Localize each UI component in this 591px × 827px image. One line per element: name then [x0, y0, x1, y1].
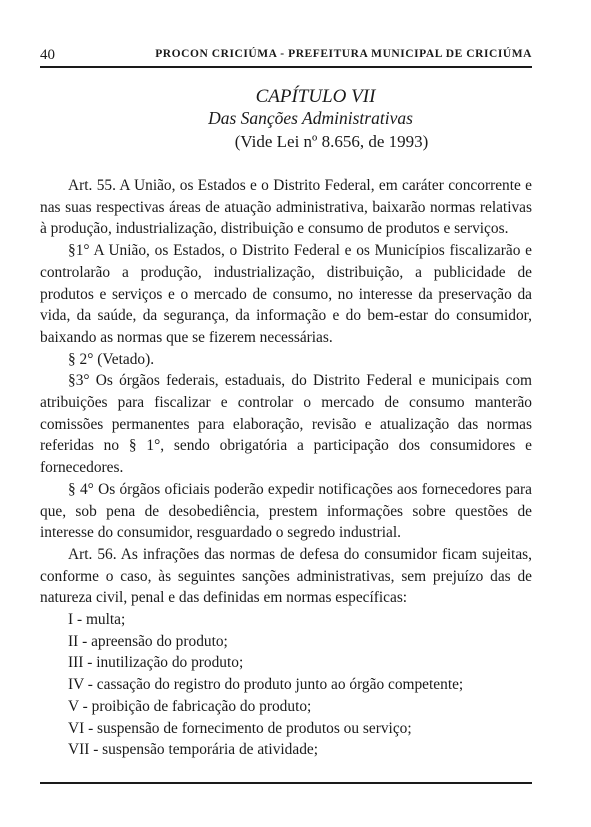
chapter-reference: (Vide Lei nº 8.656, de 1993): [234, 132, 429, 151]
header-divider: [40, 66, 532, 68]
sanction-item: VII - suspensão temporária de atividade;: [68, 741, 319, 759]
sanction-item: I - multa;: [68, 611, 126, 629]
article-56: Art. 56. As infrações das normas de defesa do consumidor ficam sujeitas, conforme o caso, às seguintes sanções administrativas, sem prejuízo das de natureza civil, penal e das definidas em normas específicas:: [40, 545, 532, 607]
body-text: [40, 175, 532, 761]
running-header: PROCON CRICIÚMA - PREFEITURA MUNICIPAL DE CRICIÚMA: [155, 48, 532, 60]
sanction-item: III - inutilização do produto;: [68, 654, 244, 672]
sanction-item: II - apreensão do produto;: [68, 632, 228, 650]
sanction-item: IV - cassação do registro do produto junto ao órgão competente;: [68, 676, 464, 694]
chapter-subtitle: Das Sanções Administrativas: [208, 108, 413, 128]
article-55-paragraph-3: §3° Os órgãos federais, estaduais, do Distrito Federal e municipais com atribuições para fiscalizar e controlar o mercado de consumo manterão comissões permanentes para elaboração, revisão e atualização das normas referidas no § 1°, sendo obrigatória a participação dos consumidores e fornecedores.: [40, 372, 532, 477]
article-55-paragraph-2: § 2° (Vetado).: [68, 350, 155, 368]
page-number: 40: [40, 47, 55, 63]
article-55-paragraph-1: §1° A União, os Estados, o Distrito Federal e os Municípios fiscalizarão e controlarão a produção, industrialização, distribuição, a publicidade de produtos e serviços e o mercado de consumo, no interesse da preservação da vida, da saúde, da segurança, da informação e do bem-estar do consumidor, baixando as normas que se fizerem necessárias.: [40, 242, 532, 346]
article-55-paragraph-4: § 4° Os órgãos oficiais poderão expedir notificações aos fornecedores para que, sob pena de desobediência, prestem informações sobre questões de interesse do consumidor, resguardado o segredo industrial.: [40, 480, 532, 542]
chapter-title: CAPÍTULO VII: [255, 86, 376, 107]
sanction-item: VI - suspensão de fornecimento de produtos ou serviço;: [68, 719, 412, 737]
article-55: Art. 55. A União, os Estados e o Distrito Federal, em caráter concorrente e nas suas respectivas áreas de atuação administrativa, baixarão normas relativas à produção, industrialização, distribuição e consumo de produtos e serviços.: [40, 177, 532, 238]
sanction-item: V - proibição de fabricação do produto;: [68, 697, 312, 715]
footer-divider: [40, 782, 532, 784]
